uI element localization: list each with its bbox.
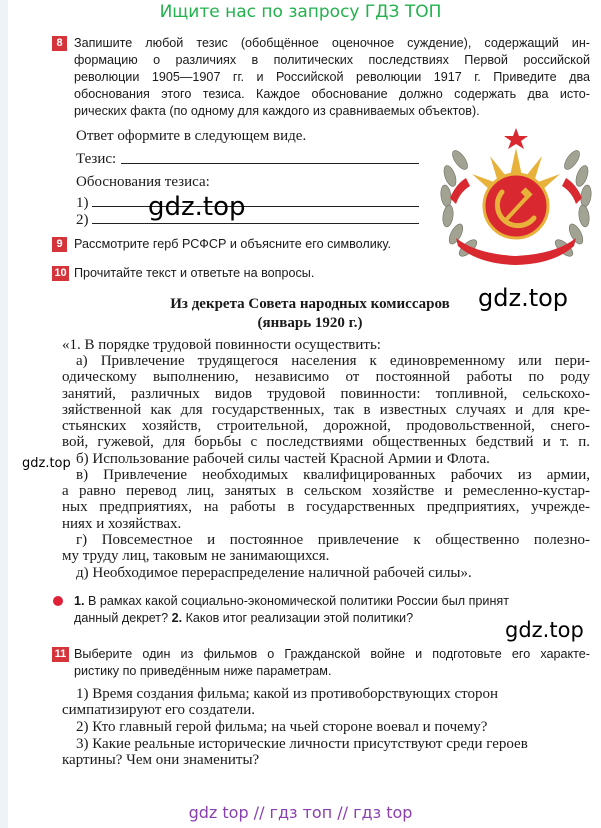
decree-line: занятий, различных видов трудовой повинности: топливной, сельскохо-: [62, 386, 590, 402]
watermark: gdz.top: [505, 618, 584, 642]
thesis-label: Тезис:: [76, 151, 117, 167]
decree-line: а) Привлечение трудящегося населения к единовременному или пери-: [76, 353, 590, 369]
question-2-text: Каков итог реализации этой политики?: [185, 611, 414, 625]
task-11-param: 3) Какие реальные исторические личности присутствуют среди героев: [76, 736, 528, 752]
task-8-line-5: рических факта (по одному для каждого из сравниваемых объектов).: [74, 104, 480, 118]
decree-line: а равно перевод лиц, занятых в сельском хозяйстве и ремесленно-кустар-: [62, 483, 590, 499]
task-10-number: 10: [52, 266, 69, 281]
decree-line: «1. В порядке трудовой повинности осуществить:: [62, 337, 381, 353]
watermark: gdz.top: [22, 456, 71, 471]
decree-line: в) Привлечение необходимых квалифицированных рабочих из армии,: [76, 467, 590, 483]
decree-line: одическому выполнению, независимо от постоянной работы по роду: [62, 369, 590, 385]
question-1-text: В рамках какой социально-экономической политики России был принят: [88, 594, 509, 608]
task-8-line-4: обоснования этого тезиса. Каждое обоснование должно содержать два исто-: [74, 87, 590, 101]
task-9-text: Рассмотрите герб РСФСР и объясните его символику.: [74, 237, 391, 251]
task-11-param: 1) Время создания фильма; какой из противоборствующих сторон: [76, 686, 498, 702]
question-2-line: [74, 610, 413, 627]
decree-line: ниях и хозяйствах.: [62, 516, 182, 532]
task-11-line-2: ристику по приведённым ниже параметрам.: [74, 664, 332, 678]
search-banner[interactable]: Ищите нас по запросу ГДЗ ТОП: [159, 2, 442, 22]
decree-line: д) Необходимое перераспределение наличной рабочей силы».: [76, 565, 472, 581]
task-11-line-1: Выберите один из фильмов о Гражданской войне и подготовьте его характе-: [74, 647, 590, 661]
watermark: gdz.top: [148, 192, 246, 222]
decree-line: стьянских хозяйств, строительной, дорожной, продовольственной, снего-: [62, 418, 590, 434]
decree-date: (январь 1920 г.): [257, 315, 363, 331]
answer-format-note: Ответ оформите в следующем виде.: [76, 128, 307, 144]
decree-line: г) Повсеместное и постоянное привлечение к общественно полезно-: [76, 532, 590, 548]
question-2-number: 2.: [171, 611, 183, 625]
thesis-blank-line: [121, 163, 419, 164]
task-8-line-1: Запишите любой тезис (обобщённое оценочное суждение), содержащий ин-: [74, 36, 590, 50]
task-8-number: 8: [52, 36, 67, 51]
reason-2-label: 2): [76, 212, 89, 228]
task-11-param: 2) Кто главный герой фильма; на чьей стороне воевал и почему?: [76, 719, 488, 735]
task-10-text: Прочитайте текст и ответьте на вопросы.: [74, 266, 315, 280]
reason-1-blank-line: [92, 206, 419, 207]
decree-line: зяйственной как для государственных, так в известных случаях и для кре-: [62, 402, 590, 418]
reason-1-label: 1): [76, 195, 89, 211]
question-1-text-cont: данный декрет?: [74, 611, 169, 625]
task-11-param: картины? Чем они знамениты?: [62, 752, 260, 768]
task-11-number: 11: [52, 647, 69, 662]
question-1-line: [74, 593, 590, 610]
task-9-number: 9: [52, 237, 67, 252]
task-8-line-3: революции 1905—1907 гг. и Российской революции 1917 г. Приведите два: [74, 70, 590, 84]
decree-line: му труду лиц, таковым не занимающихся.: [62, 548, 330, 564]
page-margin-strip: [0, 0, 8, 828]
decree-line: вой, гужевой, для борьбы с последствиями общественных бедствий и т. п.: [62, 434, 590, 450]
decree-line: б) Использование рабочей силы частей Красной Армии и Флота.: [76, 451, 490, 467]
reasons-label: Обоснования тезиса:: [76, 174, 210, 190]
bottom-links-bar[interactable]: gdz top // гдз топ // гдз top: [188, 803, 413, 822]
task-8-line-2: формацию о различиях в политических последствиях Первой российской: [74, 53, 590, 67]
reason-2-blank-line: [92, 223, 419, 224]
decree-line: ных предприятиях, на работы в государственных предприятиях, учрежде-: [62, 499, 590, 515]
question-bullet-icon: [53, 596, 63, 606]
question-1-number: 1.: [74, 594, 85, 608]
decree-title: Из декрета Совета народных комиссаров: [170, 296, 450, 312]
task-11-param: симпатизируют его создатели.: [62, 702, 256, 718]
watermark: gdz.top: [478, 284, 569, 312]
rsfsr-emblem-image: [436, 126, 596, 276]
